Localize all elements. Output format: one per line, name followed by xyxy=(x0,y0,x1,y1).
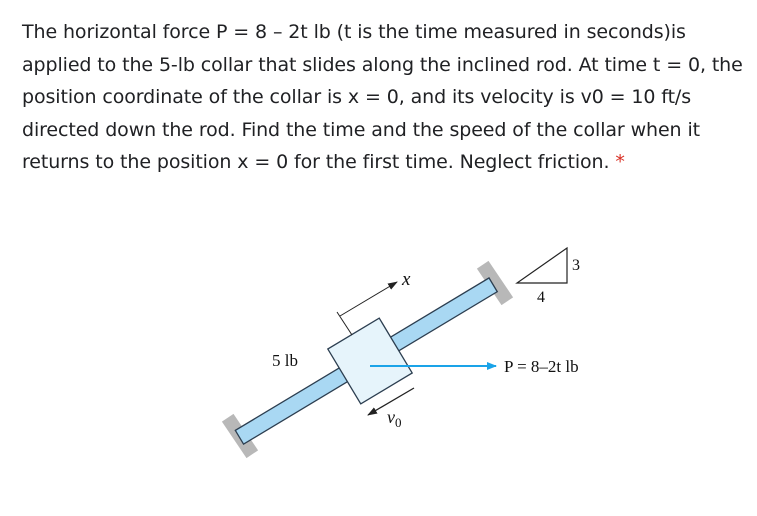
velocity-label xyxy=(387,407,402,430)
weight-label: 5 lb xyxy=(272,351,298,370)
velocity-subscript: 0 xyxy=(395,415,402,430)
position-extension-line xyxy=(337,312,352,335)
position-dimension-line xyxy=(340,282,397,316)
velocity-symbol: v xyxy=(387,407,395,427)
position-label: x xyxy=(402,269,411,290)
force-label: P = 8–2t lb xyxy=(504,357,579,376)
question-body: The horizontal force P = 8 – 2t lb (t is the time measured in seconds)is applied to the 5-lb collar that slides along the inclined rod. At time t = 0, the position coordinate of the collar is x = 0, and its velocity is v0 = 10 ft/s directed down the rod. Find the time and the speed of the collar when it returns to the position x = 0 for the first time. Neglect friction. xyxy=(22,21,743,173)
slope-rise-label: 3 xyxy=(572,257,580,274)
required-marker: * xyxy=(615,151,625,173)
slope-triangle xyxy=(517,248,580,306)
slope-run-label: 4 xyxy=(537,289,545,306)
